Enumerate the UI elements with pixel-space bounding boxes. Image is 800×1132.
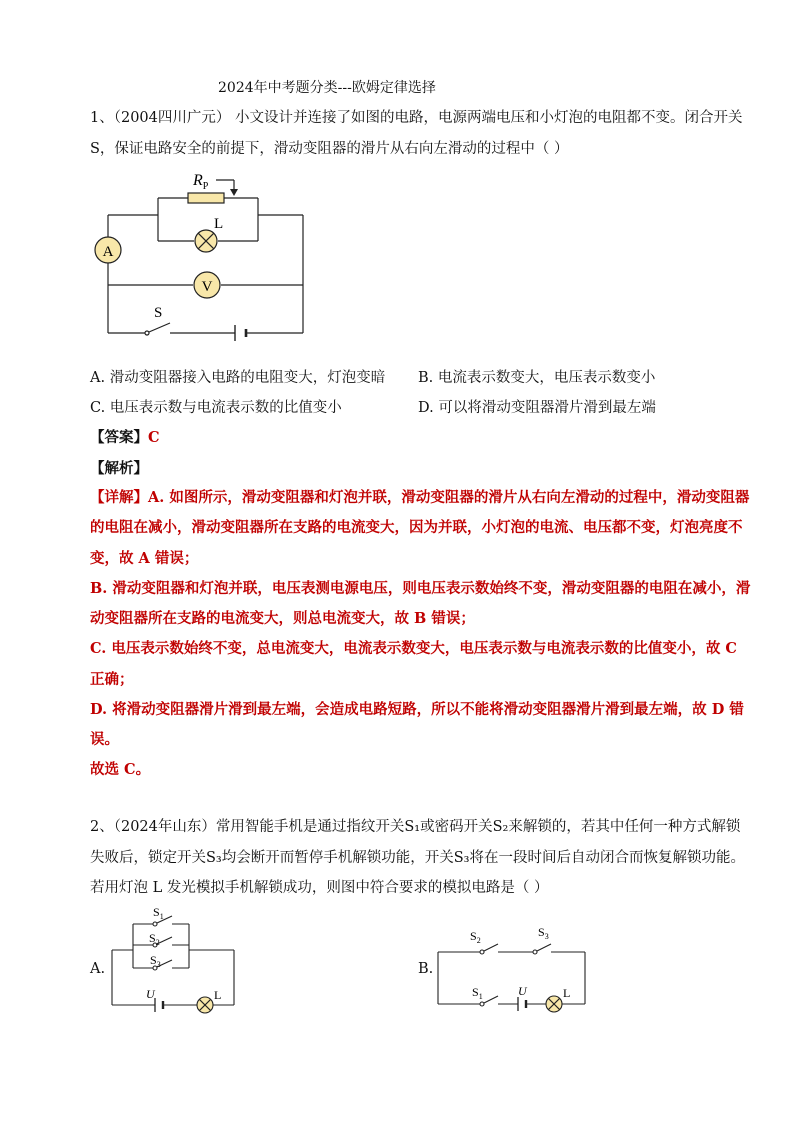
q2-circuit-a bbox=[100, 900, 245, 1020]
s3-label: $S_3$ bbox=[538, 925, 549, 941]
s3-label: $S_3$ bbox=[150, 953, 161, 969]
q2-circuit-b bbox=[430, 920, 590, 1025]
explanation-line: 动变阻器所在支路的电流变大，则总电流变大，故 B 错误； bbox=[90, 610, 475, 627]
q2-option-a-label: A. bbox=[90, 961, 106, 977]
switch-icon bbox=[145, 323, 170, 335]
explanation-line: 的电阻在减小，滑动变阻器所在支路的电流变大，因为并联，小灯泡的电流、电压都不变，灯泡亮度不 bbox=[90, 519, 743, 536]
explanation-line: C. 电压表示数始终不变，总电流变大，电流表示数变大，电压表示数与电流表示数的比值变小，故 C bbox=[90, 640, 737, 657]
q1-option-c: C. 电压表示数与电流表示数的比值变小 bbox=[90, 400, 342, 416]
q1-stem-line2: S，保证电路安全的前提下，滑动变阻器的滑片从右向左滑动的过程中（ ） bbox=[90, 141, 569, 157]
switch-s1-icon bbox=[480, 996, 498, 1006]
q2-stem-line3: 若用灯泡 L 发光模拟手机解锁成功，则图中符合要求的模拟电路是（ ） bbox=[90, 880, 549, 896]
lamp-icon bbox=[195, 230, 217, 252]
l-label: L bbox=[214, 988, 222, 1002]
battery-icon bbox=[155, 998, 163, 1012]
page-title: 2024年中考题分类---欧姆定律选择 bbox=[218, 80, 436, 96]
s2-label: $S_2$ bbox=[149, 931, 160, 947]
s1-label: $S_1$ bbox=[472, 985, 483, 1001]
answer-value: C bbox=[148, 429, 160, 446]
switch-label: S bbox=[154, 305, 163, 321]
lamp-icon bbox=[546, 996, 562, 1012]
explanation-line: 正确； bbox=[90, 671, 134, 688]
q2-option-b-label: B. bbox=[418, 961, 434, 977]
rp-label: $R_P$ bbox=[193, 172, 209, 192]
analysis-label: 【解析】 bbox=[90, 460, 148, 477]
lamp-icon bbox=[197, 997, 213, 1013]
explanation-line: B. 滑动变阻器和灯泡并联，电压表测电源电压，则电压表示数始终不变，滑动变阻器的电阻在减小，滑 bbox=[90, 580, 751, 597]
slider-arrow-icon bbox=[230, 189, 238, 196]
explanation-line: 变，故 A 错误； bbox=[90, 550, 199, 567]
l-label: L bbox=[563, 986, 571, 1000]
answer-label: 【答案】 bbox=[90, 429, 148, 446]
q1-option-a: A. 滑动变阻器接入电路的电阻变大，灯泡变暗 bbox=[90, 370, 386, 386]
q1-option-b: B. 电流表示数变大，电压表示数变小 bbox=[418, 370, 656, 386]
q1-option-d: D. 可以将滑动变阻器滑片滑到最左端 bbox=[418, 400, 656, 416]
switch-s3-icon bbox=[533, 944, 551, 954]
lamp-label: L bbox=[214, 216, 224, 232]
explanation-line: 误。 bbox=[90, 731, 119, 748]
battery-icon bbox=[518, 997, 526, 1011]
q1-answer bbox=[90, 426, 160, 447]
switch-s2-icon bbox=[480, 944, 498, 954]
s1-label: $S_1$ bbox=[153, 905, 164, 921]
q2-stem-line1: 2、（2024年山东）常用智能手机是通过指纹开关S₁或密码开关S₂来解锁的，若其中任何一种方式解锁 bbox=[90, 819, 741, 835]
u-label: U bbox=[146, 987, 155, 1001]
s2-label: $S_2$ bbox=[470, 929, 481, 945]
rheostat bbox=[188, 193, 224, 203]
explanation-line: D. 将滑动变阻器滑片滑到最左端，会造成电路短路，所以不能将滑动变阻器滑片滑到最左端，故 D 错 bbox=[90, 701, 744, 718]
explanation-line: 故选 C。 bbox=[90, 761, 151, 778]
explanation-line: 【详解】A. 如图所示，滑动变阻器和灯泡并联，滑动变阻器的滑片从右向左滑动的过程中，滑动变阻器 bbox=[90, 489, 750, 506]
q1-stem-line1: 1、（2004四川广元） 小文设计并连接了如图的电路，电源两端电压和小灯泡的电阻都不变。闭合开关 bbox=[90, 110, 743, 126]
u-label: U bbox=[518, 984, 527, 998]
ammeter-label: A bbox=[102, 244, 114, 260]
battery-icon bbox=[235, 325, 246, 341]
voltmeter-label: V bbox=[201, 279, 213, 295]
q2-stem-line2: 失败后，锁定开关S₃均会断开而暂停手机解锁功能，开关S₃将在一段时间后自动闭合而恢复解锁功能。 bbox=[90, 850, 745, 866]
q1-circuit-diagram bbox=[90, 162, 320, 344]
